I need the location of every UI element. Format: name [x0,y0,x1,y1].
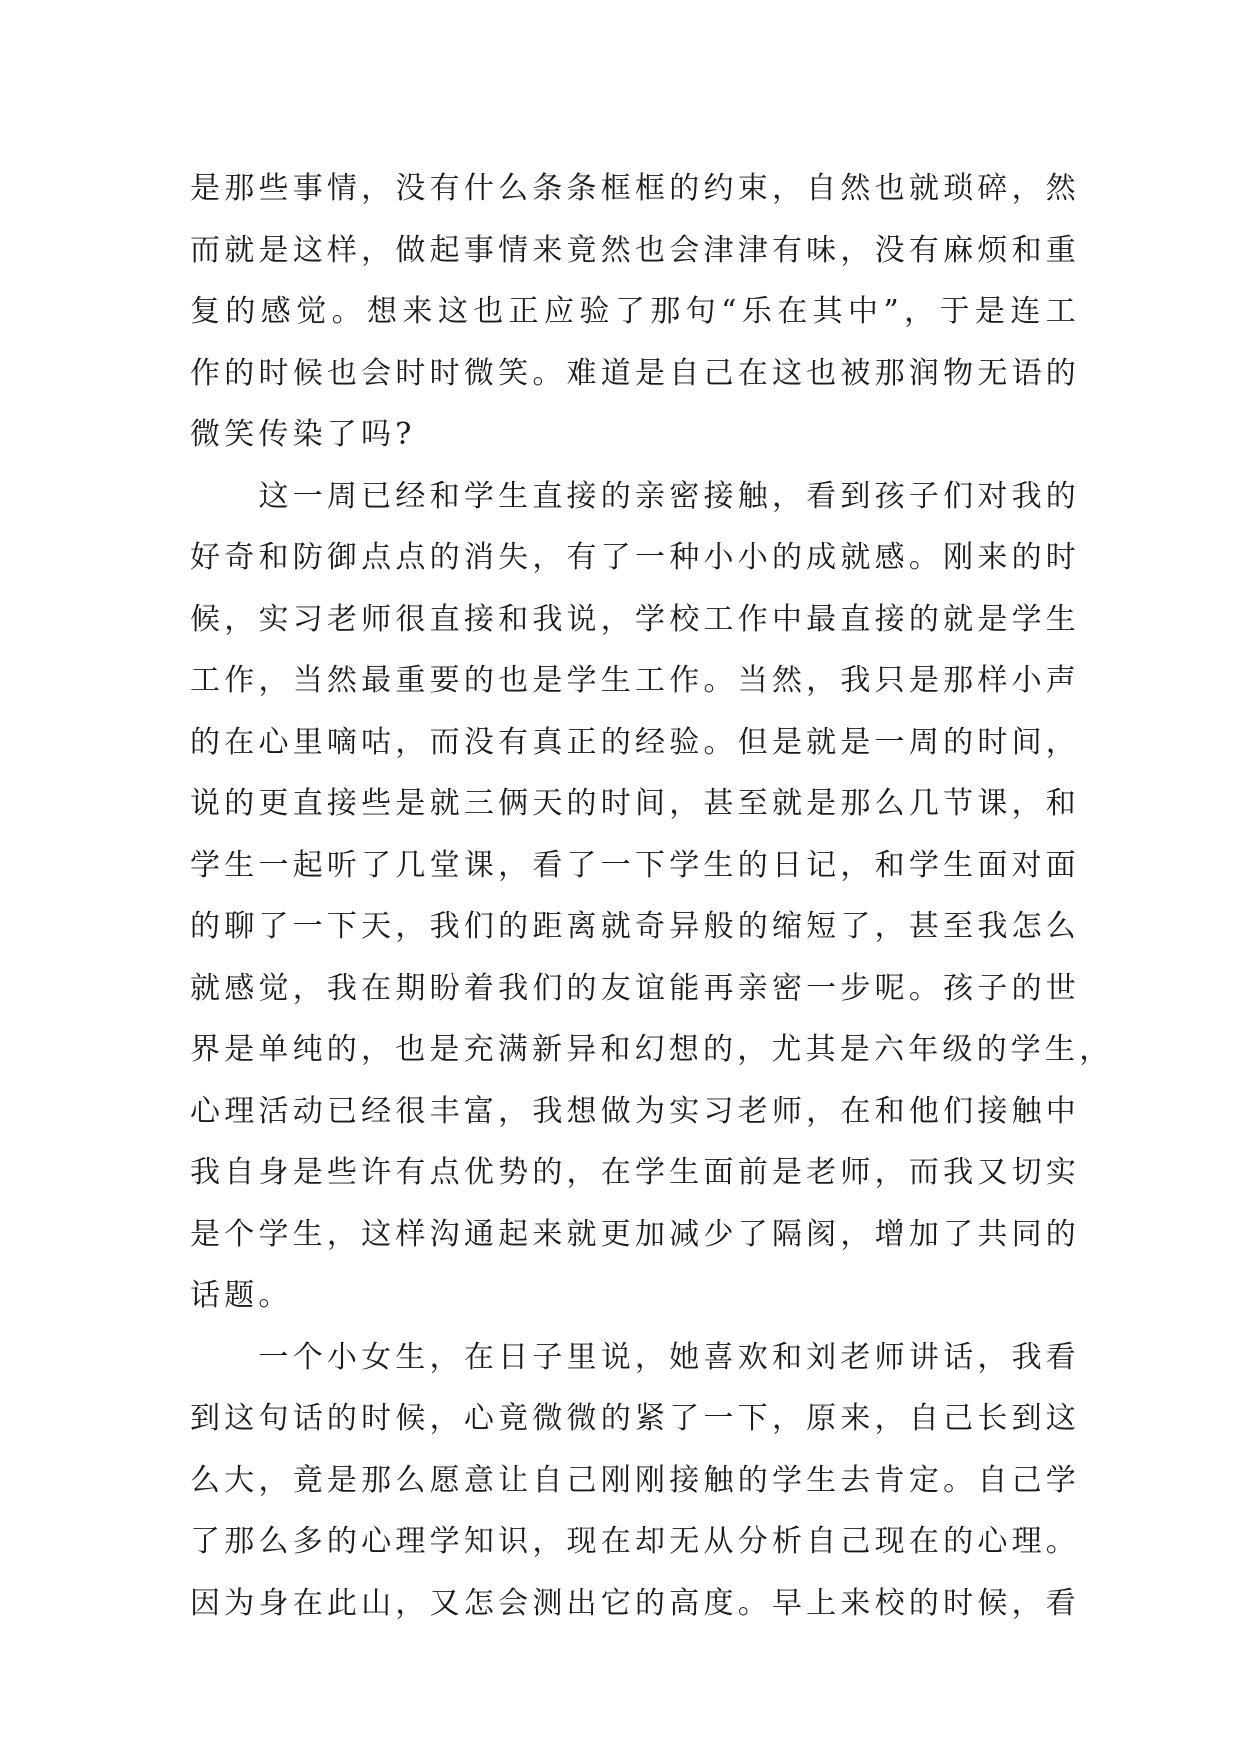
text-line: 就感觉，我在期盼着我们的友谊能再亲密一步呢。孩子的世 [190,970,1080,1006]
text-line: 而就是这样，做起事情来竟然也会津津有味，没有麻烦和重 [190,232,1080,268]
text-line: 候，实习老师很直接和我说，学校工作中最直接的就是学生 [190,601,1080,637]
body-text [190,158,1114,1634]
text-line: 一个小女生，在日子里说，她喜欢和刘老师讲话，我看 [190,1339,1080,1375]
text-line: 我自身是些许有点优势的，在学生面前是老师，而我又切实 [190,1155,1080,1190]
text-line: 到这句话的时候，心竟微微的紧了一下，原来，自己长到这 [190,1401,1080,1436]
text-line: 微笑传染了吗? [190,417,416,452]
text-line: 是那些事情，没有什么条条框框的约束，自然也就琐碎，然 [190,171,1080,206]
text-line: 的聊了一下天，我们的距离就奇异般的缩短了，甚至我怎么 [190,909,1080,944]
text-line: 界是单纯的，也是充满新异和幻想的，尤其是六年级的学生， [190,1032,1114,1067]
text-line: 心理活动已经很丰富，我想做为实习老师，在和他们接触中 [190,1093,1080,1129]
text-line: 了那么多的心理学知识，现在却无从分析自己现在的心理。 [190,1524,1080,1559]
text-line: 作的时候也会时时微笑。难道是自己在这也被那润物无语的 [190,355,1080,391]
text-line: 工作，当然最重要的也是学生工作。当然，我只是那样小声 [190,663,1080,698]
text-line: 好奇和防御点点的消失，有了一种小小的成就感。刚来的时 [190,540,1080,575]
text-line: 是个学生，这样沟通起来就更加减少了隔阂，增加了共同的 [190,1216,1080,1252]
text-line: 复的感觉。想来这也正应验了那句“乐在其中”，于是连工 [190,294,1080,329]
text-line: 学生一起听了几堂课，看了一下学生的日记，和学生面对面 [190,847,1080,883]
text-line: 说的更直接些是就三俩天的时间，甚至就是那么几节课，和 [190,786,1080,821]
paragraph-2 [190,466,1114,1327]
text-line: 么大，竟是那么愿意让自己刚刚接触的学生去肯定。自己学 [190,1462,1080,1498]
text-line: 话题。 [190,1278,293,1313]
paragraph-1 [190,158,1080,466]
text-line: 的在心里嘀咕，而没有真正的经验。但是就是一周的时间， [190,724,1080,760]
paragraph-3 [190,1327,1080,1635]
text-line: 这一周已经和学生直接的亲密接触，看到孩子们对我的 [190,478,1080,514]
text-line: 因为身在此山，又怎会测出它的高度。早上来校的时候，看 [190,1585,1080,1621]
